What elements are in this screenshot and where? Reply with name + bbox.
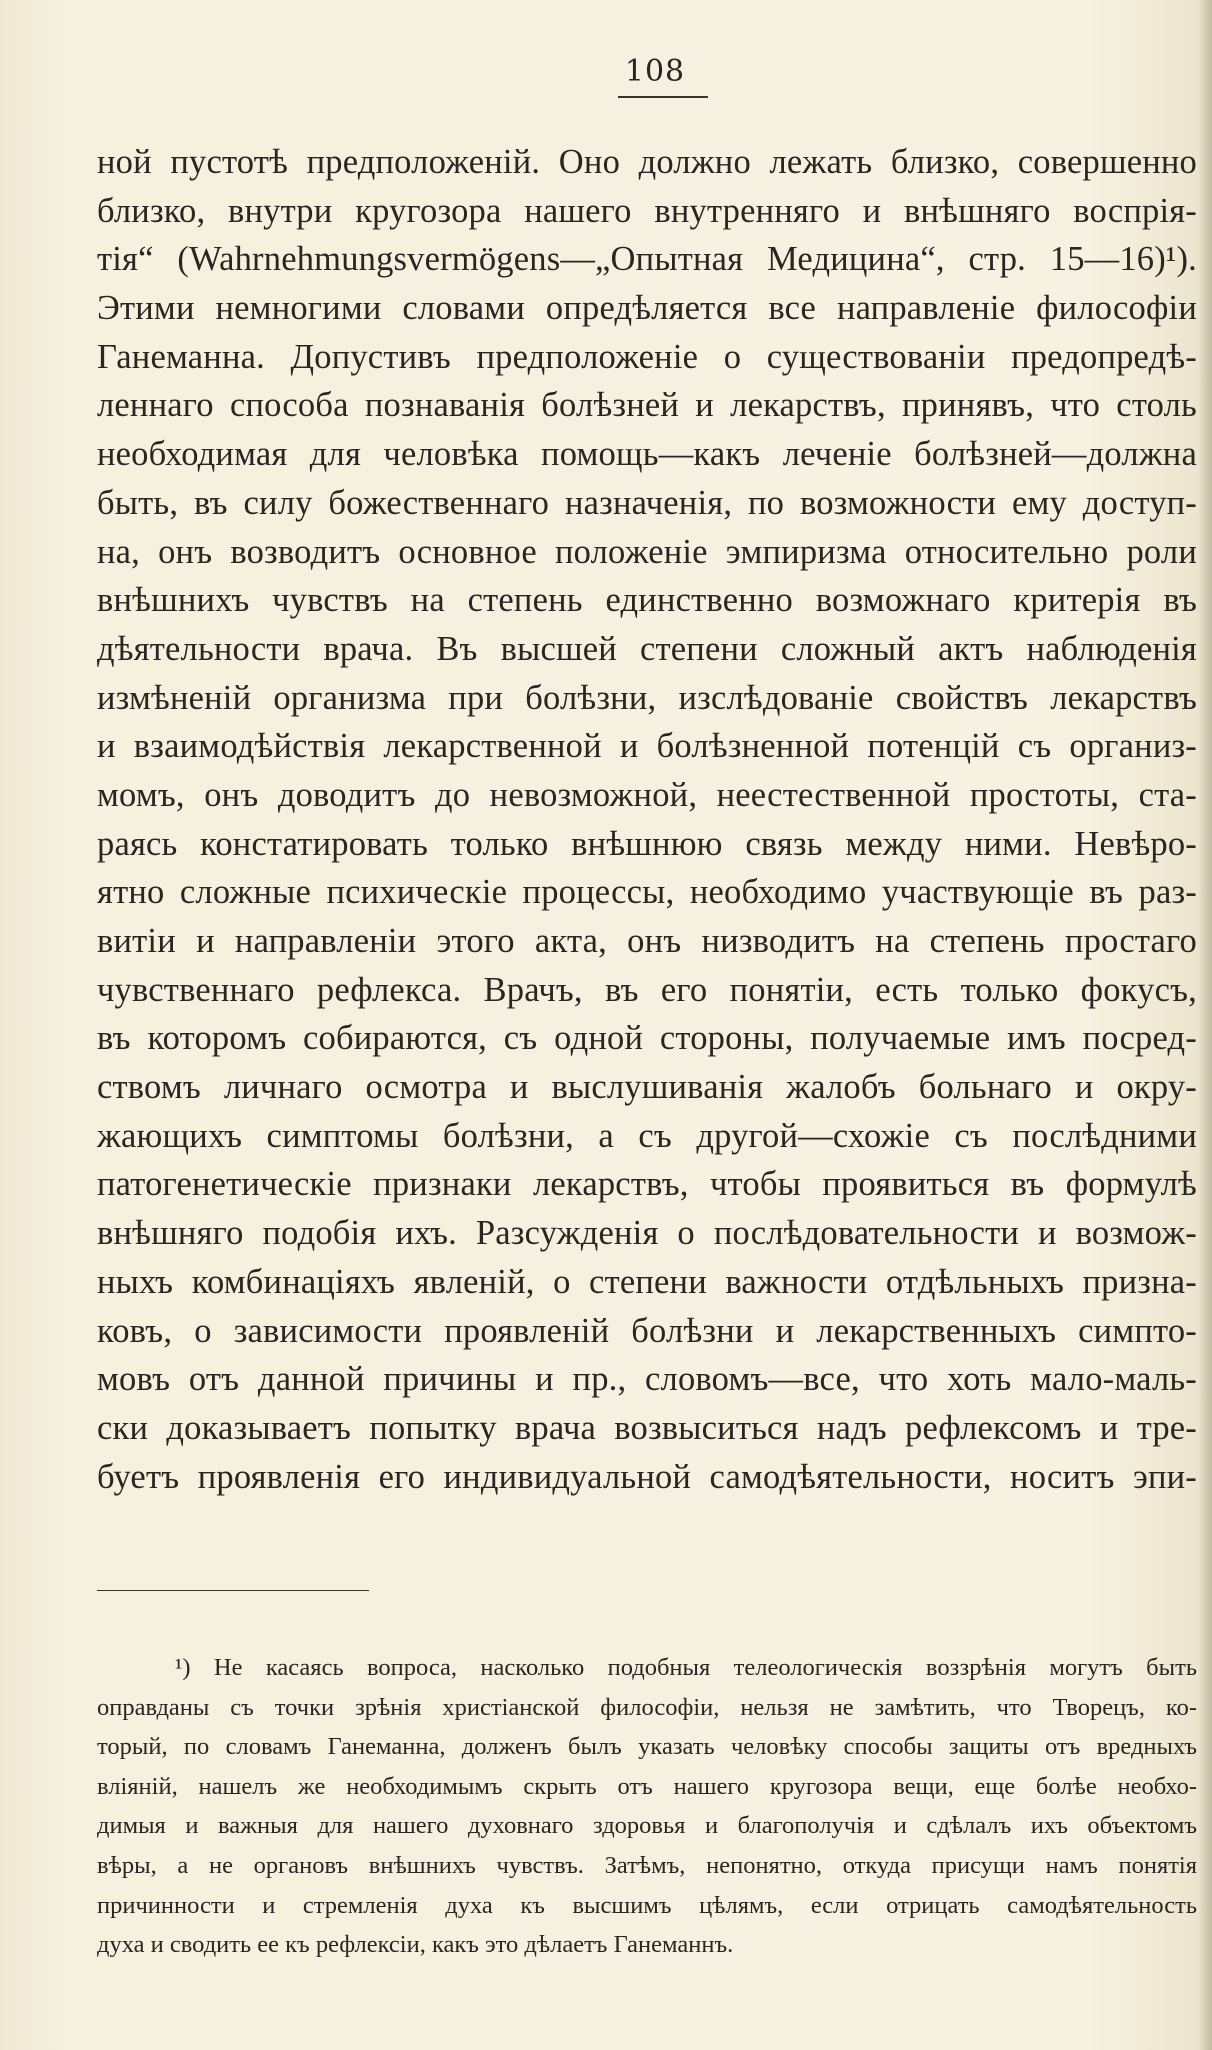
body-line: раясь констатировать только внѣшнюю связь между ними. Невѣро- xyxy=(97,824,1197,863)
body-line: мовъ отъ данной причины и пр., словомъ—все, что хоть мало-маль- xyxy=(97,1360,1197,1399)
body-text xyxy=(97,138,1197,1501)
body-line: буетъ проявленiя его индивидуальной самодѣятельности, носитъ эпи- xyxy=(97,1457,1197,1496)
body-line: жающихъ симптомы болѣзни, а съ другой—схожiе съ послѣдними xyxy=(97,1116,1197,1155)
body-line: тiя“ (Wahrnehmungsvermögens—„Опытная Медицина“, стр. 15—16)¹). xyxy=(97,240,1197,279)
footnote xyxy=(97,1648,1197,1965)
footnote-line: оправданы съ точки зрѣнiя христiанской философiи, нельзя не замѣтить, что Творецъ, ко- xyxy=(97,1693,1197,1721)
page-number-rule xyxy=(618,96,708,98)
body-line: и взаимодѣйствiя лекарственной и болѣзненной потенцiй съ организ- xyxy=(97,727,1197,766)
page-edge-shadow xyxy=(1198,0,1212,2050)
body-line: ствомъ личнаго осмотра и выслушиванiя жалобъ больнаго и окру- xyxy=(97,1068,1197,1107)
body-line: момъ, онъ доводитъ до невозможной, неестественной простоты, ста- xyxy=(97,775,1197,814)
page-number: 108 xyxy=(624,54,686,89)
footnote-line: димыя и важныя для нашего духовнаго здоровья и благополучiя и сдѣлалъ ихъ объектомъ xyxy=(97,1812,1197,1840)
body-line: на, онъ возводитъ основное положенiе эмпиризма относительно роли xyxy=(97,532,1197,571)
body-line: ятно сложные психическiе процессы, необходимо участвующiе въ раз- xyxy=(97,873,1197,912)
body-line: измѣненiй организма при болѣзни, изслѣдованiе свойствъ лекарствъ xyxy=(97,678,1197,717)
body-line: ной пустотѣ предположенiй. Оно должно лежать близко, совершенно xyxy=(97,143,1197,181)
footnote-separator xyxy=(97,1590,369,1591)
body-line: чувственнаго рефлекса. Врачъ, въ его понятiи, есть только фокусъ, xyxy=(97,970,1197,1009)
body-line: ски доказываетъ попытку врача возвыситься надъ рефлексомъ и тре- xyxy=(97,1408,1197,1447)
body-line: близко, внутри кругозора нашего внутренняго и внѣшняго воспрiя- xyxy=(97,191,1197,230)
body-line: въ которомъ собираются, съ одной стороны, получаемые имъ посред- xyxy=(97,1019,1197,1058)
footnote-line: влiянiй, нашелъ же необходимымъ скрыть отъ нашего кругозора вещи, еще болѣе необхо- xyxy=(97,1772,1197,1800)
body-line: Этими немногими словами опредѣляется все направленiе философiи xyxy=(97,289,1197,328)
body-line: необходимая для человѣка помощь—какъ леченiе болѣзней—должна xyxy=(97,435,1197,474)
footnote-line: ¹) Не касаясь вопроса, насколько подобныя телеологическiя воззрѣнiя могутъ быть xyxy=(175,1654,1197,1681)
body-line: витiи и направленiи этого акта, онъ низводитъ на степень простаго xyxy=(97,922,1197,960)
body-line: внѣшнихъ чувствъ на степень единственно возможнаго критерiя въ xyxy=(97,581,1197,620)
body-line: дѣятельности врача. Въ высшей степени сложный актъ наблюденiя xyxy=(97,629,1197,668)
body-line: патогенетическiе признаки лекарствъ, чтобы проявиться въ формулѣ xyxy=(97,1165,1197,1204)
body-line: ныхъ комбинацiяхъ явленiй, о степени важности отдѣльныхъ призна- xyxy=(97,1262,1197,1301)
footnote-line: духа и сводить ее къ рефлексiи, какъ это дѣлаетъ Ганеманнъ. xyxy=(97,1931,734,1959)
footnote-line: торый, по словамъ Ганеманна, долженъ былъ указать человѣку способы защиты отъ вредныхъ xyxy=(97,1733,1197,1761)
body-line: Ганеманна. Допустивъ предположенiе о существованiи предопредѣ- xyxy=(97,337,1197,376)
body-line: леннаго способа познаванiя болѣзней и лекарствъ, принявъ, что столь xyxy=(97,386,1197,425)
body-line: внѣшняго подобiя ихъ. Разсужденiя о послѣдовательности и возмож- xyxy=(97,1214,1197,1253)
footnote-line: причинности и стремленiя духа къ высшимъ цѣлямъ, если отрицать самодѣятельность xyxy=(97,1891,1197,1919)
body-line: ковъ, о зависимости проявленiй болѣзни и лекарственныхъ симпто- xyxy=(97,1311,1197,1350)
footnote-line: вѣры, а не органовъ внѣшнихъ чувствъ. Затѣмъ, непонятно, откуда присущи намъ понятiя xyxy=(97,1851,1197,1879)
body-line: быть, въ силу божественнаго назначенiя, по возможности ему доступ- xyxy=(97,483,1197,522)
